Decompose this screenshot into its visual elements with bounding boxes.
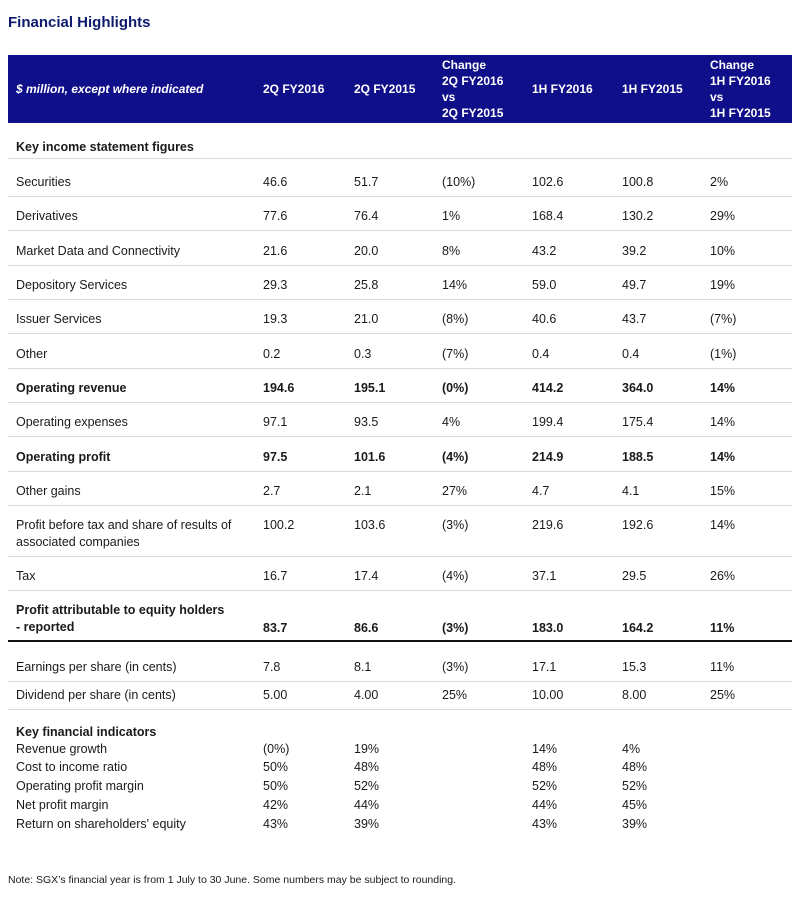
table-row: [8, 277, 792, 295]
indicator-value: 52%: [622, 779, 648, 793]
cell: 29.5: [622, 569, 647, 583]
row-label-line2: associated companies: [16, 535, 140, 549]
table-header: [8, 55, 792, 123]
divider: [8, 505, 792, 506]
cell: 86.6: [354, 621, 379, 635]
table-row: [8, 346, 792, 364]
cell: 97.1: [263, 415, 288, 429]
indicator-value: 48%: [354, 760, 380, 774]
table-row-operating-profit: [8, 449, 792, 467]
cell: (7%): [442, 347, 469, 361]
cell: 25%: [710, 688, 736, 702]
divider: [8, 471, 792, 472]
header-2q-fy2015: 2Q FY2015: [354, 82, 416, 96]
table-row: [8, 208, 792, 226]
cell: 20.0: [354, 244, 379, 258]
cell: 39.2: [622, 244, 647, 258]
cell: 102.6: [532, 175, 564, 189]
cell: 14%: [710, 381, 736, 395]
cell: (3%): [442, 621, 469, 635]
table-row: [8, 243, 792, 261]
cell: 43.2: [532, 244, 557, 258]
cell: 5.00: [263, 688, 288, 702]
cell: 77.6: [263, 209, 288, 223]
row-label: Operating expenses: [16, 415, 128, 429]
divider: [8, 333, 792, 334]
indicator-value: 48%: [532, 760, 558, 774]
cell: 414.2: [532, 381, 564, 395]
cell: 17.1: [532, 660, 557, 674]
cell: 40.6: [532, 312, 557, 326]
header-change-1h-line4: 1H FY2015: [710, 106, 771, 120]
table-row: [8, 311, 792, 329]
divider: [8, 299, 792, 300]
header-label: $ million, except where indicated: [16, 82, 204, 96]
indicator-label: Revenue growth: [16, 742, 108, 756]
cell: 7.8: [263, 660, 281, 674]
row-label: Dividend per share (in cents): [16, 688, 176, 702]
divider: [8, 158, 792, 159]
footnote: Note: SGX’s financial year is from 1 July to 30 June. Some numbers may be subject to rounding.: [8, 874, 457, 886]
cell: 19.3: [263, 312, 288, 326]
cell: 0.4: [532, 347, 550, 361]
indicator-value: 4%: [622, 742, 641, 756]
divider: [8, 436, 792, 437]
cell: 195.1: [354, 381, 386, 395]
indicator-label: Operating profit margin: [16, 779, 144, 793]
cell: (7%): [710, 312, 737, 326]
cell: 59.0: [532, 278, 557, 292]
cell: 2.1: [354, 484, 372, 498]
cell: 46.6: [263, 175, 288, 189]
header-change-1h-line1: Change: [710, 58, 755, 72]
cell: 15.3: [622, 660, 647, 674]
divider: [8, 368, 792, 369]
cell: 8.1: [354, 660, 372, 674]
cell: (3%): [442, 518, 469, 532]
indicator-value: (0%): [263, 742, 290, 756]
cell: 19%: [710, 278, 736, 292]
indicator-value: 52%: [354, 779, 380, 793]
header-change-2q-line2: 2Q FY2016: [442, 74, 504, 88]
indicator-value: 52%: [532, 779, 558, 793]
row-label: Depository Services: [16, 278, 128, 292]
cell: 97.5: [263, 450, 288, 464]
indicator-label: Net profit margin: [16, 798, 109, 812]
divider: [8, 709, 792, 710]
cell: 21.6: [263, 244, 288, 258]
divider: [8, 681, 792, 682]
header-1h-fy2016: 1H FY2016: [532, 82, 593, 96]
row-label: Derivatives: [16, 209, 78, 223]
table-row: [8, 483, 792, 501]
indicator-value: 42%: [263, 798, 289, 812]
table-row: [8, 568, 792, 586]
cell: 103.6: [354, 518, 386, 532]
indicator-value: 14%: [532, 742, 558, 756]
row-label: Operating profit: [16, 450, 111, 464]
cell: 168.4: [532, 209, 564, 223]
cell: 4.00: [354, 688, 379, 702]
divider: [8, 265, 792, 266]
table-row-profit-attributable: [8, 602, 792, 638]
table-row-operating-revenue: [8, 380, 792, 398]
indicator-label: Return on shareholders' equity: [16, 817, 186, 831]
indicator-value: 44%: [354, 798, 380, 812]
thick-divider: [8, 640, 792, 642]
cell: 14%: [710, 415, 736, 429]
cell: 21.0: [354, 312, 379, 326]
row-label: [16, 602, 224, 636]
cell: 219.6: [532, 518, 564, 532]
divider: [8, 196, 792, 197]
cell: 175.4: [622, 415, 654, 429]
indicator-value: 43%: [532, 817, 558, 831]
cell: 83.7: [263, 621, 288, 635]
cell: 188.5: [622, 450, 654, 464]
cell: 27%: [442, 484, 468, 498]
cell: 4.7: [532, 484, 550, 498]
cell: 29%: [710, 209, 736, 223]
cell: 192.6: [622, 518, 654, 532]
cell: 100.2: [263, 518, 295, 532]
indicator-value: 39%: [622, 817, 648, 831]
row-label: Tax: [16, 569, 36, 583]
cell: (1%): [710, 347, 737, 361]
table-row: [8, 517, 792, 553]
cell: 10%: [710, 244, 736, 258]
table-row: [8, 659, 792, 677]
cell: 4.1: [622, 484, 640, 498]
header-change-2q-line4: 2Q FY2015: [442, 106, 504, 120]
cell: 100.8: [622, 175, 654, 189]
divider: [8, 556, 792, 557]
row-label: Issuer Services: [16, 312, 102, 326]
section-income-statement: Key income statement figures: [16, 140, 194, 154]
indicator-value: 44%: [532, 798, 558, 812]
table-row: [8, 687, 792, 705]
row-label-line1: Profit before tax and share of results of: [16, 518, 232, 532]
cell: 76.4: [354, 209, 379, 223]
cell: 37.1: [532, 569, 557, 583]
indicator-value: 50%: [263, 760, 289, 774]
cell: 93.5: [354, 415, 379, 429]
page-title: Financial Highlights: [8, 14, 151, 31]
indicator-value: 45%: [622, 798, 648, 812]
indicator-value: 19%: [354, 742, 380, 756]
row-label-line1: Profit attributable to equity holders: [16, 603, 225, 617]
cell: (4%): [442, 569, 469, 583]
section-key-indicators: Key financial indicators: [16, 725, 157, 739]
indicator-value: 39%: [354, 817, 380, 831]
cell: 164.2: [622, 621, 654, 635]
cell: 11%: [710, 621, 735, 635]
cell: 10.00: [532, 688, 564, 702]
row-label: Market Data and Connectivity: [16, 244, 180, 258]
cell: 49.7: [622, 278, 647, 292]
table-row: [8, 174, 792, 192]
cell: 0.2: [263, 347, 281, 361]
cell: 14%: [710, 450, 736, 464]
row-label: Other gains: [16, 484, 81, 498]
cell: 51.7: [354, 175, 379, 189]
cell: (4%): [442, 450, 469, 464]
cell: 2.7: [263, 484, 281, 498]
header-change-1h-line3: vs: [710, 90, 724, 104]
row-label: Earnings per share (in cents): [16, 660, 177, 674]
row-label: [16, 517, 231, 551]
header-1h-fy2015: 1H FY2015: [622, 82, 683, 96]
cell: 0.3: [354, 347, 372, 361]
cell: 8%: [442, 244, 461, 258]
cell: 364.0: [622, 381, 654, 395]
cell: 130.2: [622, 209, 654, 223]
indicator-value: 43%: [263, 817, 289, 831]
cell: (0%): [442, 381, 469, 395]
cell: 17.4: [354, 569, 379, 583]
divider: [8, 230, 792, 231]
cell: 14%: [442, 278, 468, 292]
cell: 15%: [710, 484, 736, 498]
cell: 194.6: [263, 381, 295, 395]
cell: 16.7: [263, 569, 288, 583]
header-change-2q-line1: Change: [442, 58, 487, 72]
row-label: Other: [16, 347, 48, 361]
row-label: Operating revenue: [16, 381, 127, 395]
row-label-line2: - reported: [16, 620, 75, 634]
cell: 183.0: [532, 621, 564, 635]
row-label: Securities: [16, 175, 71, 189]
header-change-1h-line2: 1H FY2016: [710, 74, 771, 88]
table-row: [8, 414, 792, 432]
divider: [8, 402, 792, 403]
cell: 4%: [442, 415, 461, 429]
cell: (10%): [442, 175, 476, 189]
cell: (8%): [442, 312, 469, 326]
cell: 29.3: [263, 278, 288, 292]
indicator-value: 50%: [263, 779, 289, 793]
cell: 25%: [442, 688, 468, 702]
cell: 11%: [710, 660, 735, 674]
cell: 1%: [442, 209, 461, 223]
cell: 8.00: [622, 688, 647, 702]
header-change-1h: [710, 57, 771, 121]
cell: 101.6: [354, 450, 386, 464]
cell: 26%: [710, 569, 736, 583]
cell: 2%: [710, 175, 729, 189]
header-change-2q: [442, 57, 503, 121]
cell: 43.7: [622, 312, 647, 326]
cell: 0.4: [622, 347, 640, 361]
cell: 25.8: [354, 278, 379, 292]
indicator-value: 48%: [622, 760, 648, 774]
divider: [8, 590, 792, 591]
cell: 214.9: [532, 450, 564, 464]
cell: 199.4: [532, 415, 564, 429]
indicator-label: Cost to income ratio: [16, 760, 128, 774]
header-2q-fy2016: 2Q FY2016: [263, 82, 325, 96]
cell: (3%): [442, 660, 469, 674]
header-change-2q-line3: vs: [442, 90, 456, 104]
cell: 14%: [710, 518, 736, 532]
